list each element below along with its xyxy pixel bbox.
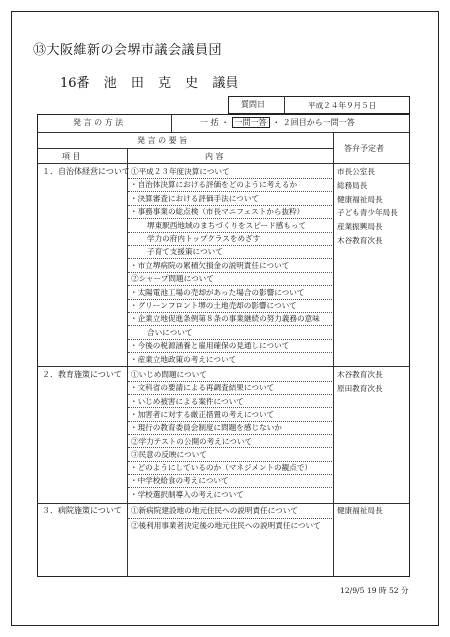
method-label: 発 言 の 方 法 — [73, 118, 124, 127]
content-line: ・中学校給食の考えについて — [130, 476, 229, 486]
content-line: ・決算審査における評価手法について — [130, 193, 259, 203]
content-line: ②後利用事業者決定後の地元住民への説明責任について — [131, 520, 321, 530]
footer-timestamp: 12/9/5 19 時 52 分 — [340, 586, 409, 595]
content-line: ・今後の税源涵養と雇用確保の見通しについて — [130, 341, 290, 351]
content-line: ・学校選択制導入の考えについて — [130, 489, 244, 499]
respondent-entry: 木谷教育次長 — [337, 370, 383, 379]
content-line: ①新病院建設地の地元住民への説明責任について — [131, 506, 298, 515]
content-line: ・産業立地政策の考えについて — [130, 354, 237, 364]
respondent-entry: 子ども青少年局長 — [337, 208, 398, 218]
content-line: 学力の府内トップクラスをめざす — [147, 234, 261, 243]
content-line: 合いについて — [147, 327, 193, 337]
respondent-entry: 健康福祉局長 — [337, 194, 383, 204]
content-line: ③民意の反映について — [131, 449, 207, 459]
method-option-second-round: ・ ２回目から一問一答 — [272, 118, 355, 127]
question-date-value: 平成２４年９月５日 — [308, 101, 377, 110]
content-line: 堺東駅西地域のまちづくりをスピード感もって — [147, 220, 307, 230]
content-line: ・加害者に対する厳正措置の考えについて — [130, 409, 275, 419]
content-line: ・現行の教育委員会制度に問題を感じないか — [130, 423, 282, 433]
method-option-ichimon-itto-selected: 一問一答 — [232, 117, 270, 128]
content-line: ・太陽電池工場の売却があった場合の影響について — [130, 287, 305, 297]
content-line: 子育て支援策について — [147, 247, 223, 257]
speaker-name-char-3: 克 — [158, 76, 172, 91]
section-item-title: ２．教育施策について — [42, 370, 122, 379]
respondent-entry: 産業振興局長 — [337, 222, 383, 232]
respondent-entry: 原田教育次長 — [337, 384, 383, 393]
content-line: ・企業立地促進条例第８条の事業継続の努力義務の意味 — [130, 314, 320, 324]
header-summary: 発 言 の 要 旨 — [137, 136, 188, 145]
content-line: ①いじめ問題について — [131, 370, 207, 379]
header-respondent: 答弁予定者 — [344, 144, 384, 153]
header-content: 内 容 — [205, 152, 224, 161]
respondent-entry: 健康福祉局長 — [337, 506, 383, 515]
speaker-seat-number: 16番 — [60, 76, 90, 91]
respondent-entry: 木谷教育次長 — [337, 236, 383, 245]
respondent-entry: 市長公室長 — [337, 167, 375, 176]
speaker-name-char-2: 田 — [130, 76, 144, 91]
content-line: ・事務事業の総点検（市長マニフェストから抜粋） — [130, 207, 305, 217]
content-line: ・文科省の要請による再調査結果について — [130, 383, 275, 393]
header-item: 項 目 — [62, 152, 81, 161]
content-line: ①平成２３年度決算について — [131, 167, 230, 176]
content-line: ・いじめ被害による案件について — [130, 396, 244, 406]
section-item-title: ３．病院施策について — [42, 506, 122, 515]
content-line: ・グリーンフロント堺の土地売却の影響について — [130, 301, 297, 310]
method-value — [200, 117, 355, 128]
document-title-speaker — [60, 72, 248, 91]
speaker-name-char-1: 池 — [103, 76, 117, 91]
speaker-title: 議員 — [212, 76, 239, 91]
content-line: ②シャープ問題について — [131, 274, 214, 284]
content-line: ・どのようにしているのか（マネジメントの観点で） — [130, 463, 313, 473]
document-title-group: ⑬大阪維新の会堺市議会議員団 — [33, 43, 223, 58]
section-item-title: １．自治体経営について — [42, 167, 130, 176]
respondent-entry: 総務局長 — [337, 180, 368, 190]
content-line: ②学力テストの公開の考えについて — [131, 436, 253, 446]
speaker-name-char-4: 史 — [185, 76, 199, 91]
method-option-ikkatsu: 一 括 ・ — [200, 118, 230, 127]
content-line: ・自治体決算における評価をどのように考えるか — [130, 180, 298, 190]
content-line: ・市立堺病院の累積欠損金の説明責任について — [130, 260, 290, 270]
question-date-label: 質問日 — [241, 100, 265, 109]
